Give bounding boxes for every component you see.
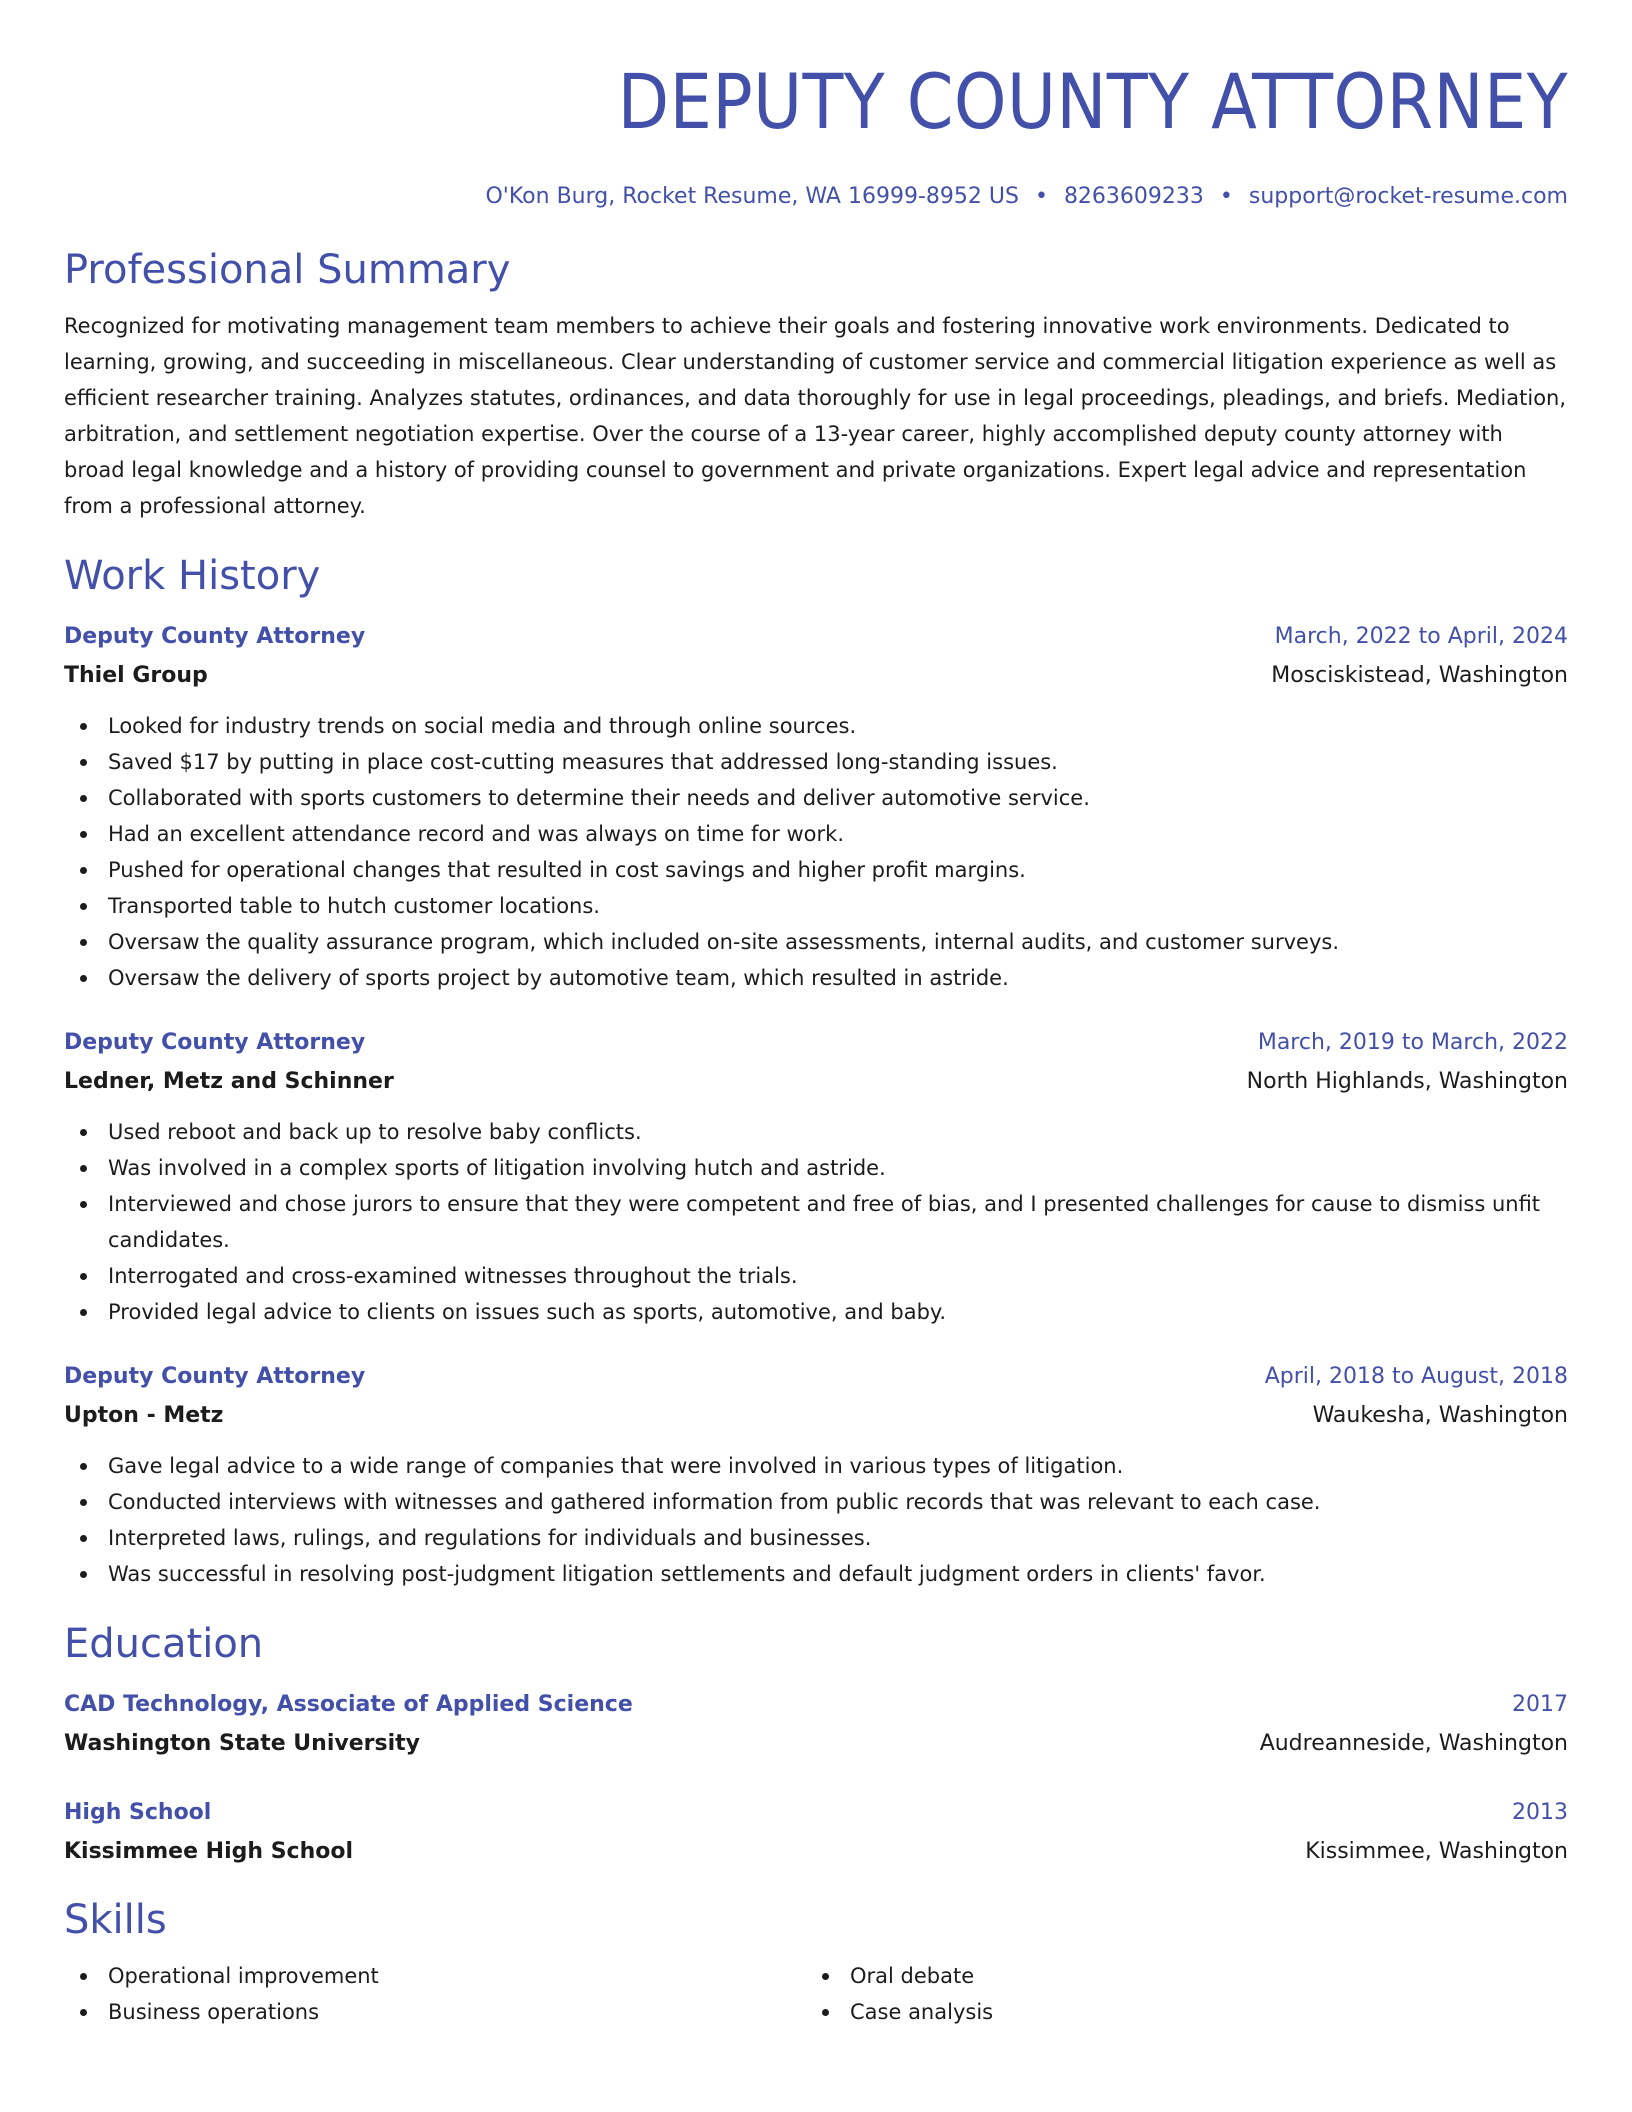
education-year: 2017: [1512, 1692, 1568, 1717]
job-bullet: Interrogated and cross-examined witnesses throughout the trials.: [64, 1258, 1568, 1294]
job-bullet: Saved $17 by putting in place cost-cutting measures that addressed long-standing issues.: [64, 744, 1568, 780]
job-title: Deputy County Attorney: [64, 1364, 366, 1389]
education-year: 2013: [1512, 1800, 1568, 1825]
job-bullet: Collaborated with sports customers to determine their needs and deliver automotive service.: [64, 780, 1568, 816]
job-bullet: Interviewed and chose jurors to ensure that they were competent and free of bias, and I presented challenges for cause to dismiss unfit candidates.: [64, 1186, 1568, 1258]
job-bullets: [64, 1448, 1568, 1592]
resume-page: [64, 50, 1568, 2030]
contact-phone: 8263609233: [1063, 184, 1204, 209]
job-bullets: [64, 708, 1568, 996]
job-title: Deputy County Attorney: [64, 624, 366, 649]
education-entry: [64, 1794, 1568, 1872]
resume-name: DEPUTY COUNTY ATTORNEY: [617, 57, 1568, 146]
job-dates: March, 2022 to April, 2024: [1274, 624, 1568, 649]
job-bullet: Gave legal advice to a wide range of companies that were involved in various types of litigation.: [64, 1448, 1568, 1484]
contact-separator: •: [1034, 184, 1048, 209]
job-bullet: Pushed for operational changes that resulted in cost savings and higher profit margins.: [64, 852, 1568, 888]
job-dates: March, 2019 to March, 2022: [1257, 1030, 1568, 1055]
education-heading: Education: [64, 1621, 264, 1667]
job-entry: [64, 1024, 1568, 1330]
education-school: Kissimmee High School: [64, 1839, 354, 1864]
education-location: Kissimmee, Washington: [1305, 1839, 1568, 1864]
job-title: Deputy County Attorney: [64, 1030, 366, 1055]
skills-column-right: [806, 1958, 1548, 2030]
job-employer: Thiel Group: [64, 663, 208, 688]
job-bullet: Was involved in a complex sports of litigation involving hutch and astride.: [64, 1150, 1568, 1186]
education-entry: [64, 1686, 1568, 1764]
job-dates: April, 2018 to August, 2018: [1264, 1364, 1568, 1389]
job-location: Mosciskistead, Washington: [1271, 663, 1568, 688]
job-bullet: Was successful in resolving post-judgment litigation settlements and default judgment orders in clients' favor.: [64, 1556, 1568, 1592]
job-bullets: [64, 1114, 1568, 1330]
education-location: Audreanneside, Washington: [1259, 1731, 1568, 1756]
education-school: Washington State University: [64, 1731, 420, 1756]
job-bullet: Conducted interviews with witnesses and gathered information from public records that was relevant to each case.: [64, 1484, 1568, 1520]
job-employer: Ledner, Metz and Schinner: [64, 1069, 394, 1094]
summary-heading: Professional Summary: [64, 247, 511, 293]
job-bullet: Transported table to hutch customer locations.: [64, 888, 1568, 924]
skills-list: [64, 1958, 1568, 2030]
skills-column-left: [64, 1958, 806, 2030]
education-degree: High School: [64, 1800, 212, 1825]
skills-heading: Skills: [64, 1897, 167, 1943]
contact-line: [64, 182, 1568, 212]
job-bullet: Provided legal advice to clients on issues such as sports, automotive, and baby.: [64, 1294, 1568, 1330]
job-bullet: Oversaw the delivery of sports project by automotive team, which resulted in astride.: [64, 960, 1568, 996]
job-bullet: Looked for industry trends on social media and through online sources.: [64, 708, 1568, 744]
job-location: Waukesha, Washington: [1312, 1403, 1568, 1428]
skill-item: Operational improvement: [64, 1958, 806, 1994]
contact-email: support@rocket-resume.com: [1248, 184, 1568, 209]
skill-item: Case analysis: [806, 1994, 1548, 2030]
summary-text: Recognized for motivating management team members to achieve their goals and fostering innovative work environments. Dedicated to learning, growing, and succeeding in miscellaneous. Clear understanding of customer service and commercial litigation experience as well as efficient researcher training. Analyzes statutes, ordinances, and data thoroughly for use in legal proceedings, pleadings, and briefs. Mediation, arbitration, and settlement negotiation expertise. Over the course of a 13-year career, highly accomplished deputy county attorney with broad legal knowledge and a history of providing counsel to government and private organizations. Expert legal advice and representation from a professional attorney.: [64, 314, 1567, 518]
job-employer: Upton - Metz: [64, 1403, 224, 1428]
education-degree: CAD Technology, Associate of Applied Science: [64, 1692, 633, 1717]
contact-address: O'Kon Burg, Rocket Resume, WA 16999-8952 US: [485, 184, 1019, 209]
skill-item: Business operations: [64, 1994, 806, 2030]
job-bullet: Used reboot and back up to resolve baby conflicts.: [64, 1114, 1568, 1150]
job-entry: [64, 1358, 1568, 1592]
job-bullet: Had an excellent attendance record and was always on time for work.: [64, 816, 1568, 852]
contact-separator: •: [1219, 184, 1233, 209]
work-history-heading: Work History: [64, 553, 321, 599]
job-bullet: Interpreted laws, rulings, and regulations for individuals and businesses.: [64, 1520, 1568, 1556]
job-entry: [64, 618, 1568, 996]
job-bullet: Oversaw the quality assurance program, which included on-site assessments, internal audits, and customer surveys.: [64, 924, 1568, 960]
skill-item: Oral debate: [806, 1958, 1548, 1994]
job-location: North Highlands, Washington: [1246, 1069, 1568, 1094]
